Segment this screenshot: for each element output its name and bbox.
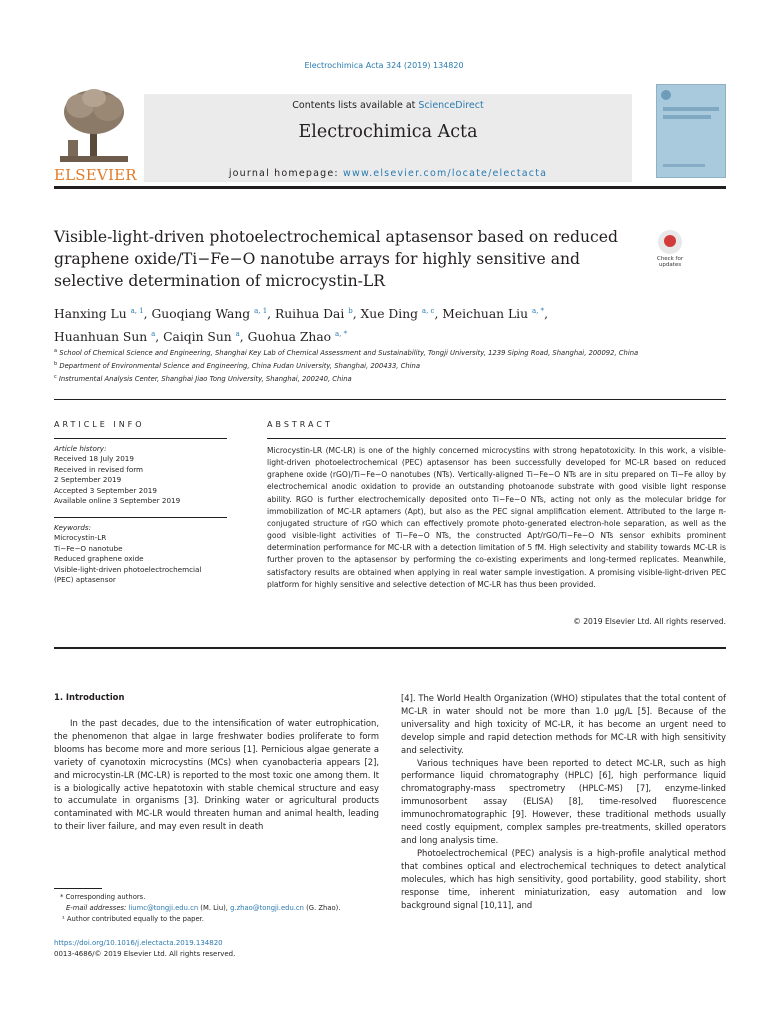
author[interactable]	[151, 307, 275, 321]
issn-line: 0013-4686/© 2019 Elsevier Ltd. All rights reserved.	[54, 949, 236, 958]
affiliation-a: $^a$ School of Chemical Science and Engineering, Shanghai Key Lab of Chemical Assessment and Sustainability, Tongji University, 1239 Siping Road, Shanghai, 200092, China	[54, 348, 639, 357]
introduction-heading: 1. Introduction	[54, 692, 125, 702]
intro-paragraph: In the past decades, due to the intensification of water eutrophication, the phenomenon that algae in large freshwater bodies proliferate to form blooms has become more and more serious [1]. Pernicious algae generate a variety of cyanotoxin microcystins (MCs) when cyanobacteria appears [2], and microcystin-LR (MC-LR) is reported to the most toxic one among them. It is a biologically active hepatotoxin with stable chemical structure and easy to accumulate in organisms [3]. Drinking water or agricultural products contaminated with MC-LR would threaten human and animal health, leading to their liver failure, and may even result in death	[54, 718, 379, 832]
doi-link[interactable]: https://doi.org/10.1016/j.electacta.2019.134820	[54, 939, 223, 947]
history-item: 2 September 2019	[54, 475, 122, 485]
abstract-heading: ABSTRACT	[267, 420, 333, 429]
homepage-line	[144, 168, 632, 179]
author-separator: ,	[352, 307, 361, 321]
corresponding-note: * Corresponding authors.	[60, 893, 146, 901]
author[interactable]	[248, 330, 347, 344]
history-item: Accepted 3 September 2019	[54, 485, 157, 495]
affiliation-c: $^c$ Instrumental Analysis Center, Shanghai Jiao Tong University, Shanghai, 200240, China	[54, 374, 352, 384]
author[interactable]	[361, 307, 443, 321]
intro-paragraph: Photoelectrochemical (PEC) analysis is a high-profile analytical method that combines optical and electrochemical techniques to detect analytical molecules, which has high sensitivity, good portability, good stability, short response time, inherent miniaturization, easy automation and low background signal [10,11], and	[401, 847, 726, 910]
author-name: Guohua Zhao	[247, 330, 332, 344]
author[interactable]	[442, 307, 548, 321]
history-item: Received in revised form	[54, 464, 144, 474]
contents-line	[144, 100, 632, 111]
email-link-zhao[interactable]: g.zhao@tongji.edu.cn	[230, 904, 304, 912]
author-separator: ,	[434, 307, 443, 321]
article-title: Visible-light-driven photoelectrochemical aptasensor based on reduced graphene oxide/Ti−Fe−O nanotube arrays for highly sensitive and selective determination of microcystin-LR	[54, 228, 618, 290]
history-heading: Article history:	[54, 444, 107, 453]
author-affiliation-marks: a	[151, 330, 156, 338]
history-item: Received 18 July 2019	[54, 454, 134, 464]
affiliations	[54, 346, 714, 386]
keyword-item: Visible-light-driven photoelectrochemcial	[54, 564, 202, 574]
intro-left-column	[54, 717, 379, 833]
author-affiliation-marks: a, 1	[130, 307, 144, 315]
check-for-updates-button[interactable]	[653, 230, 687, 274]
keyword-item: Reduced graphene oxide	[54, 554, 144, 564]
abstract-text: Microcystin-LR (MC-LR) is one of the highly concerned microcystins with strong hepatotoxicity. In this work, a visible-light-driven photoelectrochemical (PEC) aptasensor has been successfully developed for MC-LR based on reduced graphene oxide (rGO)/Ti−Fe−O nanotubes (NTs). Vertically-aligned Ti−Fe−O NTs are in situ prepared on Ti−Fe alloy by electrochemical anodic oxidation to provide an outstanding photoanode substrate with good visible light response ability. RGO is further electrochemically deposited onto Ti−Fe−O NTs, acting not only as the molecular bridge for immobilization of MC-LR aptamers (Apt), but also as the PEC signal amplification element. Attributed to the large π-conjugated structure of rGO which can effectively promote photo-generated electron-hole separation, as well as the good visible-light activities of Ti−Fe−O NTs, the constructed Apt/rGO/Ti−Fe−O NTs sensor exhibits prominent determination performance for MC-LR with a detection limitation of 5 fM. High selectivity and stability towards MC-LR is further proven to the aptasensor by performing the co-existing experiments and long-termed replicates. Meanwhile, satisfactory results are obtained when applying in real water sample investigation. A promising visible-light-driven PEC platform for highly sensitive and selective detection of MC-LR has thus been provided.	[267, 446, 726, 589]
section-rule	[54, 399, 726, 400]
author-name: Ruihua Dai	[274, 307, 345, 321]
article-info-rule	[54, 438, 227, 439]
homepage-prefix: journal homepage:	[228, 168, 344, 179]
intro-right-column	[401, 692, 726, 911]
author-name: Huanhuan Sun	[54, 330, 148, 344]
author-list	[54, 301, 694, 347]
affiliation-b: $^b$ Department of Environmental Science and Engineering, China Fudan University, Shanghai, 200433, China	[54, 361, 421, 371]
author[interactable]	[275, 307, 361, 321]
keyword-item: (PEC) aptasensor	[54, 575, 116, 585]
journal-header	[54, 82, 726, 186]
email-link-liu[interactable]: liumc@tongji.edu.cn	[128, 904, 199, 912]
author-name: Xue Ding	[360, 307, 418, 321]
author-separator: ,	[544, 307, 548, 321]
footnotes	[54, 892, 384, 925]
elsevier-logo	[54, 84, 137, 184]
author-name: Caiqin Sun	[163, 330, 232, 344]
author-affiliation-marks: b	[348, 307, 353, 315]
email-note: E-mail addresses: liumc@tongji.edu.cn (M. Liu), g.zhao@tongji.edu.cn (G. Zhao).	[66, 904, 341, 912]
author-affiliation-marks: a, c	[421, 307, 435, 315]
keyword-item: Microcystin-LR	[54, 533, 107, 543]
sciencedirect-link[interactable]: ScienceDirect	[418, 100, 484, 111]
abstract-rule	[267, 438, 726, 439]
intro-paragraph: [4]. The World Health Organization (WHO) stipulates that the total content of MC-LR in water should not be more than 1.0 μg/L [5]. Because of the universality and high toxicity of MC-LR, it has become an urgent need to develop simple and rapid detection methods for MC-LR with high sensitivity and selectivity.	[401, 693, 726, 755]
homepage-link[interactable]: www.elsevier.com/locate/electacta	[343, 168, 548, 179]
author-affiliation-marks: a	[235, 330, 240, 338]
equal-contribution-note: ¹ Author contributed equally to the paper.	[62, 915, 204, 923]
doi-block	[54, 938, 235, 959]
publisher-logo-text: ELSEVIER	[54, 166, 137, 184]
journal-cover-thumbnail	[656, 84, 726, 178]
history-item: Available online 3 September 2019	[54, 496, 181, 506]
author-separator: ,	[267, 307, 275, 321]
journal-citation-link[interactable]: Electrochimica Acta 324 (2019) 134820	[304, 61, 464, 70]
abstract-bottom-rule	[54, 647, 726, 649]
tree-icon	[54, 84, 134, 168]
author-affiliation-marks: a, *	[531, 307, 545, 315]
check-updates-label: Check for updates	[656, 256, 684, 268]
author-name: Meichuan Liu	[442, 307, 529, 321]
keyword-item: Ti−Fe−O nanotube	[54, 543, 123, 553]
article-info-heading: ARTICLE INFO	[54, 420, 145, 429]
author-name: Guoqiang Wang	[151, 307, 251, 321]
article-history	[54, 444, 234, 506]
intro-paragraph: Various techniques have been reported to detect MC-LR, such as high performance liquid chromatography (HPLC) [6], high performance liquid chromatography-mass spectrometry (HPLC-MS) [7], enzyme-linked immunosorbent assay (ELISA) [8], time-resolved fluorescence immunochromatographic [9]. However, these traditional methods usually need costly equipment, complex samples pre-treatments, skilled operators and long analysis time.	[401, 757, 726, 845]
author[interactable]	[163, 330, 248, 344]
author-separator: ,	[143, 307, 152, 321]
keywords	[54, 523, 234, 585]
contents-prefix: Contents lists available at	[292, 100, 419, 111]
journal-name: Electrochimica Acta	[298, 122, 478, 142]
keywords-heading: Keywords:	[54, 523, 92, 532]
author-name: Hanxing Lu	[54, 307, 127, 321]
journal-banner	[144, 94, 632, 182]
author[interactable]	[54, 307, 151, 321]
author-separator: ,	[155, 330, 164, 344]
footnote-rule	[54, 888, 102, 889]
author-affiliation-marks: a, 1	[254, 307, 268, 315]
author-separator: ,	[239, 330, 248, 344]
abstract-copyright: © 2019 Elsevier Ltd. All rights reserved.	[573, 617, 726, 626]
check-updates-icon	[658, 230, 682, 254]
keywords-rule	[54, 517, 227, 518]
header-rule	[54, 186, 726, 189]
author[interactable]	[54, 330, 163, 344]
author-affiliation-marks: a, *	[334, 330, 348, 338]
